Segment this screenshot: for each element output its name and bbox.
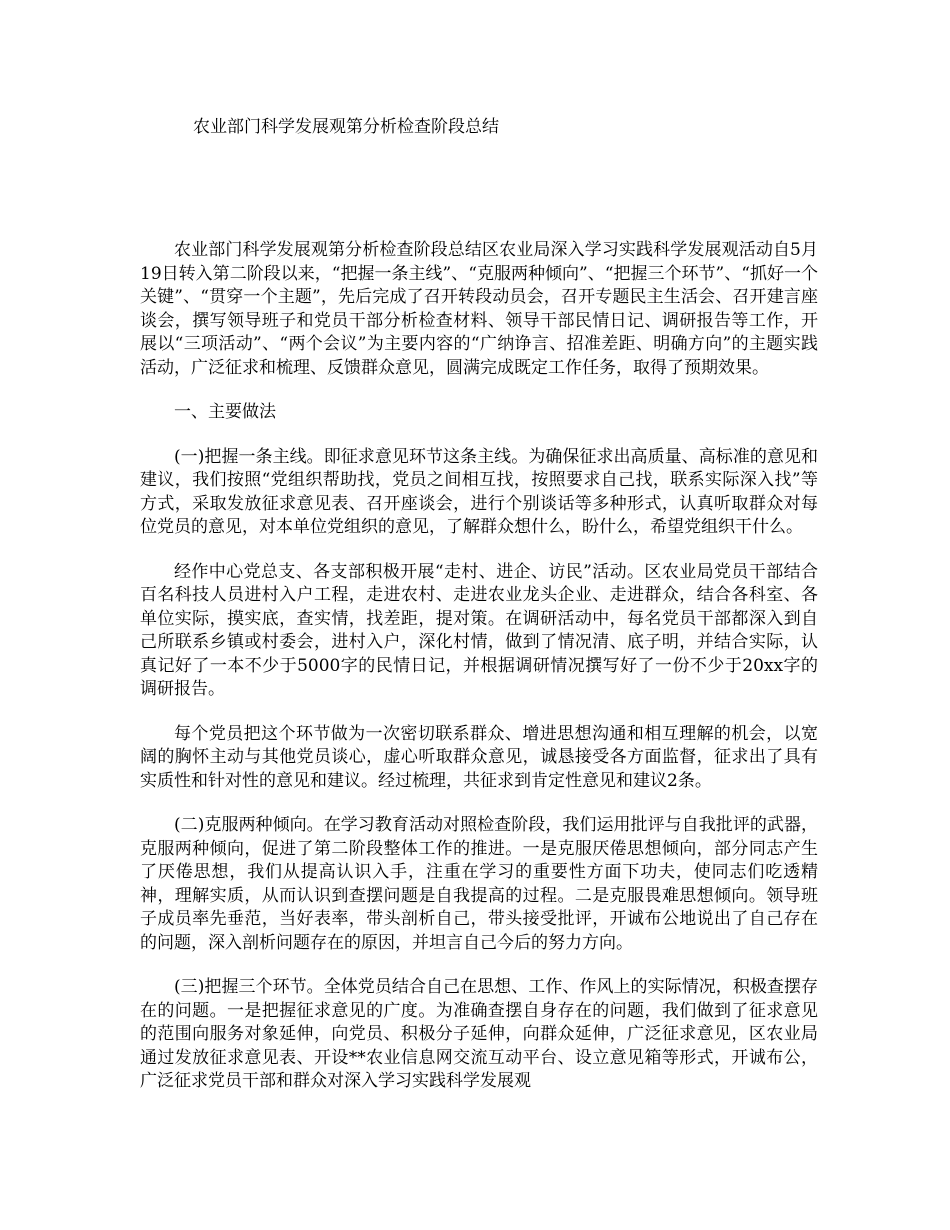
paragraph-three-links: (三)把握三个环节。全体党员结合自己在思想、工作、作风上的实际情况，积极查摆存在的问题。一是把握征求意见的广度。为准确查摆自身存在的问题，我们做到了征求意见的范围向服务对象延伸，向党员、积极分子延伸，向群众延伸，广泛征求意见，区农业局通过发放征求意见表、开设**农业信息网交流互动平台、设立意见箱等形式，开诚布公，广泛征求党员干部和群众对深入学习实践科学发展观 bbox=[140, 977, 818, 1091]
paragraph-member-communication: 每个党员把这个环节做为一次密切联系群众、增进思想沟通和相互理解的机会，以宽阔的胸怀主动与其他党员谈心，虚心听取群众意见，诚恳接受各方面监督，征求出了具有实质性和针对性的意见和建议。经过梳理，共征求到肯定性意见和建议2条。 bbox=[140, 723, 818, 791]
document-body bbox=[140, 239, 818, 1094]
paragraph-one-main-line: (一)把握一条主线。即征求意见环节这条主线。为确保征求出高质量、高标准的意见和建议，我们按照“党组织帮助找，党员之间相互找，按照要求自己找，联系实际深入找”等方式，采取发放征求意见表、召开座谈会，进行个别谈话等多种形式，认真听取群众对每位党员的意见，对本单位党组织的意见，了解群众想什么，盼什么，希望党组织干什么。 bbox=[140, 446, 818, 537]
paragraph-two-tendencies: (二)克服两种倾向。在学习教育活动对照检查阶段，我们运用批评与自我批评的武器，克服两种倾向，促进了第二阶段整体工作的推进。一是克服厌倦思想倾向，部分同志产生了厌倦思想，我们从提高认识入手，注重在学习的重要性方面下功夫，使同志们吃透精神，理解实质，从而认识到查摆问题是自我提高的过程。二是克服畏难思想倾向。领导班子成员率先垂范，当好表率，带头剖析自己，带头接受批评，开诚布公地说出了自己存在的问题，深入剖析问题存在的原因，并坦言自己今后的努力方向。 bbox=[140, 815, 818, 953]
document-title: 农业部门科学发展观第分析检查阶段总结 bbox=[193, 117, 499, 137]
paragraph-village-visits: 经作中心党总支、各支部积极开展“走村、进企、访民”活动。区农业局党员干部结合百名科技人员进村入户工程，走进农村、走进农业龙头企业、走进群众，结合各科室、各单位实际，摸实底，查实情，找差距，提对策。在调研活动中，每名党员干部都深入到自己所联系乡镇或村委会，进村入户，深化村情，做到了情况清、底子明，并结合实际，认真记好了一本不少于5000字的民情日记，并根据调研情况撰写好了一份不少于20xx字的调研报告。 bbox=[140, 561, 818, 699]
intro-paragraph: 农业部门科学发展观第分析检查阶段总结区农业局深入学习实践科学发展观活动自5月19日转入第二阶段以来，“把握一条主线”、“克服两种倾向”、“把握三个环节”、“抓好一个关键”、“贯穿一个主题”，先后完成了召开转段动员会，召开专题民主生活会、召开建言座谈会，撰写领导班子和党员干部分析检查材料、领导干部民情日记、调研报告等工作，开展以“三项活动”、“两个会议”为主要内容的“广纳诤言、招准差距、明确方向”的主题实践活动，广泛征求和梳理、反馈群众意见，圆满完成既定工作任务，取得了预期效果。 bbox=[140, 240, 818, 378]
section-heading-main-practices: 一、主要做法 bbox=[174, 402, 276, 422]
